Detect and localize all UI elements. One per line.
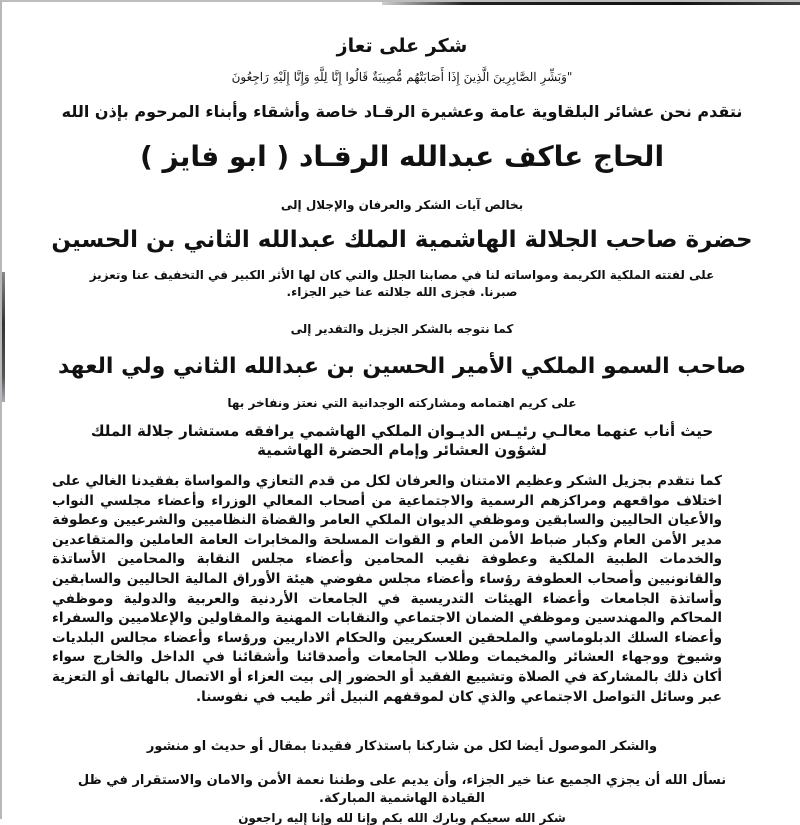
notice-heading: شكر على تعاز <box>336 35 468 57</box>
intro-line: نتقدم نحن عشائر البلقاوية عامة وعشيرة الرقـاد خاصة وأشقاء وأبناء المرحوم بإذن الله <box>61 102 743 121</box>
deputy-paragraph <box>2 422 800 460</box>
crown-prince-title: صاحب السمو الملكي الأمير الحسين بن عبدالله الثاني ولي العهد <box>57 354 747 379</box>
prayer-line-1: نسأل الله أن يجزي الجميع عنا خير الجزاء، وأن يديم على وطننا نعمة الأمن والامان والاستقرار في ظل <box>77 773 727 788</box>
deputy-line-2: لشؤون العشائر وإمام الحضرة الهاشمية <box>257 441 547 459</box>
prayer-line-2: القيادة الهاشمية المباركة. <box>319 791 485 806</box>
king-paragraph <box>2 267 800 301</box>
continued-thanks-line: والشكر الموصول أيضا لكل من شاركنا باستذكار فقيدنا بمقال أو حديث او منشور <box>146 739 658 754</box>
closing-line: شكر الله سعيكم وبارك الله بكم وإنا لله وإنا إليه راجعون <box>238 811 566 825</box>
king-paragraph-line-2: صبرنا. فجزى الله جلالته عنا خير الجزاء. <box>286 285 518 299</box>
deceased-name: الحاج عاكف عبدالله الرقـاد ( ابو فايز ) <box>139 140 665 173</box>
king-paragraph-line-1: على لفتته الملكية الكريمة ومواساته لنا في مصابنا الجلل والتي كان لها الأثر الكبير في التخفيف عنا وتعزيز <box>89 268 715 282</box>
crown-prince-line: على كريم اهتمامه ومشاركته الوجدانية التي نعتز ونفاخر بها <box>227 396 577 410</box>
king-title: حضرة صاحب الجلالة الهاشمية الملك عبدالله الثاني بن الحسين <box>51 227 753 253</box>
scan-edge-top <box>382 2 800 5</box>
also-thanks-line: كما نتوجه بالشكر الجزيل والتقدير إلى <box>290 322 514 336</box>
general-thanks-paragraph: كما نتقدم بجزيل الشكر وعظيم الامتنان والعرفان لكل من قدم التعازي والمواساة بفقيدنا الغالي على اختلاف مواقعهم ومراكزهم الرسمية والاجتماعية من أصحاب المعالي الوزراء وأعضاء مجلسي النواب والأعيان الحاليين والسابقين وموظفي الديوان الملكي العامر والقضاة النظاميين والشرعيين وعطوفة مدير الأمن العام وكبار ضباط الأمن العام و القوات المسلحة والمخابرات العامة العاملين والمتقاعدين والخدمات الطبية الملكية وعطوفة نقيب المحامين وأعضاء مجلس النقابة والمحامين الأساتذة والقانونيين وأصحاب العطوفة رؤساء وأعضاء مجلس مفوضي هيئة الأوراق المالية الحاليين والسابقين وأساتذة الجامعات وأعضاء الهيئات التدريسية في الجامعات الأردنية والعربية والدولية وموظفي المحاكم والمهندسين وموظفي الضمان الاجتماعي والنقابات المهنية والمقاولين والإعلاميين والسفراء وأعضاء السلك الدبلوماسي والملحقين العسكريين والحكام الاداريين ورؤساء وأعضاء مجالس البلديات وشيوخ ووجهاء العشائر والمخيمات وطلاب الجامعات وأصدقائنا وأشقائنا في الداخل والخارج سواء أكان ذلك بالمشاركة في الصلاة وتشييع الفقيد أو الحضور إلى بيت العزاء أو الاتصال بالهاتف أو التعزية عبر وسائل التواصل الاجتماعي والذي كان لموقفهم النبيل أثر طيب في نفوسنا. <box>52 473 722 705</box>
quran-verse: "وَبَشِّرِ الصَّابِرِينَ الَّذِينَ إِذَا أَصَابَتْهُم مُّصِيبَةٌ قَالُوا إِنَّا لِلَّهِ وَإِنَّا إِلَيْهِ رَاجِعُونَ <box>231 70 573 84</box>
deputy-line-1: حيث أناب عنهما معالـي رئيـس الديـوان الملكي الهاشمي يرافقه مستشار جلالة الملك <box>90 422 714 440</box>
thanks-to-line: بخالص آيات الشكر والعرفان والإجلال إلى <box>280 198 524 212</box>
prayer-paragraph <box>2 772 800 808</box>
